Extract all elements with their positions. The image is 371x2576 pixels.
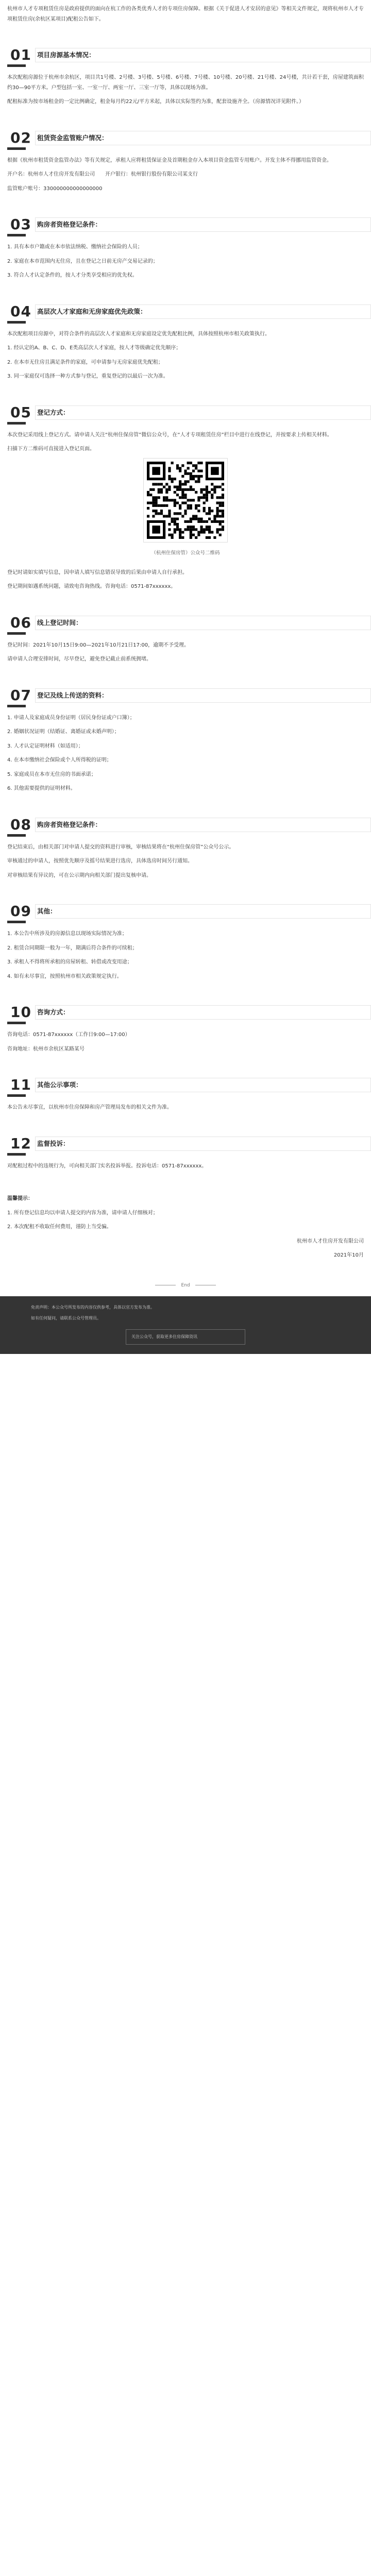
section-paragraph: 2. 家庭在本市范围内无住房，且在登记之日前无房产交易记录的；: [7, 258, 158, 264]
section-header: [7, 903, 364, 924]
footer: [0, 1296, 371, 1354]
section-number: 03: [10, 216, 31, 233]
section-paragraph: 配租标准为按市场租金的一定比例确定，租金每月约22元/平方米起，具体以实际签约为准，配套设施齐全。（房源情况详见附件。）: [7, 99, 305, 105]
section-title: 项目房源基本情况：: [37, 51, 95, 59]
section-paragraph: 对审核结果有异议的，可在公示期内向相关部门提出复核申请。: [7, 872, 151, 878]
section-title-frame: [35, 1078, 371, 1092]
section-underline: [7, 1153, 26, 1156]
section-title: 购房者资格登记条件：: [37, 820, 102, 828]
section-paragraph: 3. 同一家庭仅可选择一种方式参与登记，重复登记的以最后一次为准。: [7, 374, 168, 379]
section-header: [7, 817, 364, 837]
section-title: 登记方式：: [37, 408, 70, 416]
section-number: 02: [10, 129, 31, 146]
section-paragraph: 审核通过的申请人，按照优先顺序及摇号结果进行选房，具体选房时间另行通知。: [7, 858, 193, 865]
section-paragraph: 4. 在本市缴纳社会保险或个人所得税的证明；: [7, 757, 112, 764]
section-title: 监督投诉：: [37, 1139, 70, 1147]
end-divider: [7, 1281, 364, 1291]
section-10: [7, 1004, 364, 1054]
section-header: [7, 1004, 364, 1025]
section-06: [7, 615, 364, 665]
section-title: 其他：: [37, 907, 57, 916]
section-title-frame: [35, 405, 371, 420]
section-underline: [7, 921, 26, 923]
section-paragraph: 请申请人合理安排时间，尽早登记，避免登记截止前系统拥堵。: [7, 656, 151, 663]
section-underline: [7, 234, 26, 236]
section-paragraph: 根据《杭州市租赁资金监管办法》等有关规定，承租人应将租赁保证金及首期租金存入本项目资金监管专用账户。开发主体不得挪用监管资金。: [7, 157, 332, 163]
section-paragraph: 2. 在本市无住房且满足条件的家庭，可申请参与无房家庭优先配租；: [7, 359, 163, 365]
section-paragraph: 本次配租房源位于杭州市余杭区，项目共1号楼、2号楼、3号楼、5号楼、6号楼、7号楼、10号楼、20号楼、21号楼、24号楼，共计若干套，房屋建筑面积约30—90平方米。户型包括一室、一室一厅、两室一厅、三室一厅等，具体以现场为准。: [7, 75, 364, 91]
section-number: 01: [10, 46, 31, 63]
qr-code-wrapper: [7, 459, 364, 546]
section-header: [7, 687, 364, 708]
appendix-title: 温馨提示：: [7, 1196, 33, 1202]
section-paragraph: 5. 家庭成员在本市无住房的书面承诺；: [7, 771, 96, 777]
section-underline: [7, 1022, 26, 1024]
section-05: [7, 404, 364, 592]
section-underline: [7, 422, 26, 425]
section-paragraph: 本公告未尽事宜，以杭州市住房保障和房产管理局发布的相关文件为准。: [7, 1105, 172, 1111]
section-title: 线上登记时间：: [37, 618, 82, 626]
section-paragraph: 1. 经认定的A、B、C、D、E类高层次人才家庭，按人才等级确定优先顺序；: [7, 345, 181, 351]
section-paragraph: 监管账户账号：330000000000000000: [7, 185, 103, 192]
section-underline: [7, 64, 26, 67]
section-03: [7, 216, 364, 281]
section-title: 购房者资格登记条件：: [37, 221, 102, 228]
section-paragraph: 咨询地址：杭州市余杭区某路某号: [7, 1046, 85, 1052]
section-07: [7, 687, 364, 794]
section-paragraph: 3. 承租人不得将所承租的房屋转租、转借或改变用途；: [7, 959, 132, 965]
section-title-frame: [35, 616, 371, 630]
section-number: 12: [10, 1134, 31, 1152]
section-header: [7, 130, 364, 150]
section-title: 租赁资金监管账户情况：: [37, 133, 108, 142]
section-title-frame: [35, 1005, 371, 1020]
appendix-para-2: 2. 本次配租不收取任何费用，谨防上当受骗。: [7, 1224, 112, 1230]
section-underline: [7, 321, 26, 324]
section-header: [7, 303, 364, 324]
section-title: 登记及线上传送的资料：: [37, 691, 108, 699]
appendix-para-1: 1. 所有登记信息均以申请人提交的内容为准，请申请人仔细核对；: [7, 1210, 158, 1216]
section-paragraph: 1. 申请人及家庭成员身份证明（居民身份证或户口簿）；: [7, 715, 135, 721]
signature-date: 2021年10月: [333, 1252, 364, 1259]
section-title: 咨询方式：: [37, 1008, 70, 1016]
section-paragraph: 本次配租项目房源中，对符合条件的高层次人才家庭和无房家庭设定优先配租比例，具体按照杭州市相关政策执行。: [7, 331, 270, 337]
section-number: 08: [10, 816, 31, 833]
section-underline: [7, 147, 26, 150]
section-title-frame: [35, 1137, 371, 1151]
section-paragraph: 1. 本公告中所涉及的房源信息以现场实际情况为准；: [7, 931, 127, 937]
section-11: [7, 1077, 364, 1113]
section-paragraph: 登记期间如遇系统问题，请致电咨询热线。咨询电话：0571-87xxxxxx。: [7, 584, 176, 590]
section-paragraph: 对配租过程中的违规行为，可向相关部门实名投诉举报。投诉电话：0571-87xxxxxx。: [7, 1163, 207, 1169]
section-underline: [7, 705, 26, 707]
section-paragraph: 咨询电话：0571-87xxxxxx（工作日9:00—17:00）: [7, 1032, 130, 1038]
section-number: 11: [10, 1076, 31, 1094]
sections-container: [7, 47, 364, 1171]
section-paragraph: 4. 如有未尽事宜，按照杭州市相关政策规定执行。: [7, 973, 122, 979]
section-number: 06: [10, 614, 31, 631]
section-paragraph: 扫描下方二维码可直接进入登记页面。: [7, 446, 95, 452]
section-paragraph: 登记时间：2021年10月15日9:00—2021年10月21日17:00，逾期不予受理。: [7, 642, 190, 648]
footer-para-1: 免责声明：本公众号所发布的内容仅供参考，具体以官方发布为准。: [31, 1305, 155, 1310]
intro-paragraph: 杭州市人才专项租赁住房是政府提供的面向在杭工作的各类优秀人才的专项住房保障。根据《关于促进人才安居的意见》等相关文件规定，现将杭州市人才专项租赁住房(余杭区某项目)配租公告如下。: [7, 6, 364, 22]
section-header: [7, 216, 364, 237]
section-08: [7, 817, 364, 881]
section-number: 10: [10, 1004, 31, 1021]
section-title: 高层次人才家庭和无房家庭优先政策：: [37, 307, 147, 315]
section-paragraph: 3. 人才认定证明材料（如适用）；: [7, 743, 83, 749]
section-paragraph: 本次登记采用线上登记方式。请申请人关注“杭州住保房管”微信公众号，在“人才专项租赁住房”栏目中进行在线登记，并按要求上传相关材料。: [7, 432, 332, 438]
section-01: [7, 47, 364, 107]
section-02: [7, 130, 364, 194]
section-paragraph: 登记时请如实填写信息，因申请人填写信息错误导致的后果由申请人自行承担。: [7, 569, 188, 575]
section-paragraph: 1. 具有本市户籍或在本市依法纳税、缴纳社会保险的人员；: [7, 244, 143, 250]
section-title: 其他公示事项：: [37, 1081, 82, 1089]
section-underline: [7, 834, 26, 837]
section-number: 07: [10, 686, 31, 704]
section-paragraph: 2. 婚姻状况证明（结婚证、离婚证或未婚声明）；: [7, 729, 120, 735]
section-header: [7, 1077, 364, 1097]
footer-para-2: 如有任何疑问，请联系公众号管理员。: [31, 1316, 101, 1321]
section-paragraph: 登记结束后，由相关部门对申请人提交的资料进行审核，审核结果将在“杭州住保房管”公众号公示。: [7, 844, 234, 850]
section-04: [7, 303, 364, 382]
section-title-frame: [35, 904, 371, 919]
signature: 杭州市人才住房开发有限公司: [297, 1238, 364, 1244]
end-text: End: [181, 1282, 190, 1288]
section-number: 09: [10, 903, 31, 920]
section-12: [7, 1136, 364, 1172]
section-number: 04: [10, 302, 31, 320]
footer-box: 关注公众号，获取更多住房保障资讯: [126, 1329, 245, 1344]
section-underline: [7, 632, 26, 635]
section-number: 05: [10, 403, 31, 421]
qr-code-icon: [144, 459, 227, 542]
appendix: [7, 1194, 364, 1261]
section-underline: [7, 1094, 26, 1097]
section-header: [7, 1136, 364, 1156]
section-09: [7, 903, 364, 981]
section-paragraph: 开户名：杭州市人才住房开发有限公司 开户银行：杭州银行股份有限公司某支行: [7, 172, 198, 177]
section-header: [7, 615, 364, 635]
section-header: [7, 404, 364, 425]
section-paragraph: 3. 符合人才认定条件的，按人才分类享受相应的优先权。: [7, 273, 138, 278]
qr-caption: （杭州住保房管）公众号二维码: [151, 550, 220, 556]
section-header: [7, 47, 364, 67]
section-paragraph: 6. 其他需要提供的证明材料。: [7, 786, 76, 792]
section-paragraph: 2. 租赁合同期限一般为一年，期满后符合条件的可续租；: [7, 945, 138, 951]
